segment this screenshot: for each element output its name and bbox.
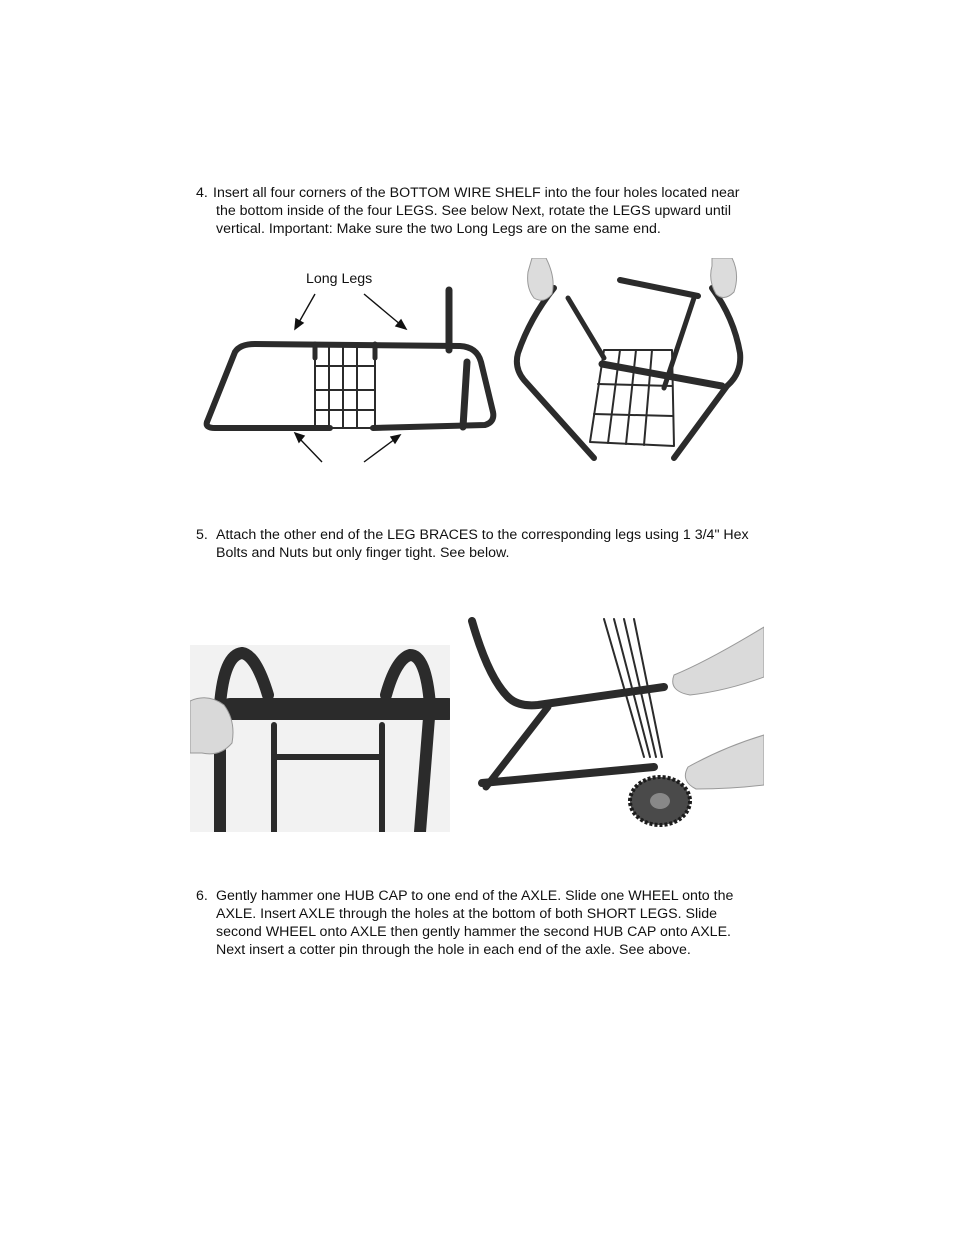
wheel-brace-attachment-photo <box>468 617 764 835</box>
step-number: 4. <box>196 185 208 201</box>
step-text: Gently hammer one HUB CAP to one end of the AXLE. Slide one WHEEL onto the AXLE. Insert AXLE through the holes at the bottom of both SHORT LEGS. Slide second WHEEL onto AXLE then gently hammer the second HUB CAP onto AXLE. Next insert a cotter pin through the hole in each end of the axle. See above. <box>216 888 734 958</box>
step-5-instruction <box>196 526 756 562</box>
leg-brace-closeup-photo <box>190 645 450 832</box>
flat-frame-diagram <box>195 262 505 472</box>
step-6-instruction <box>196 887 756 959</box>
step-text: Attach the other end of the LEG BRACES to the corresponding legs using 1 3/4" Hex Bolts and Nuts but only finger tight. See below. <box>216 527 749 561</box>
upright-legs-diagram <box>512 258 747 468</box>
wheel-icon <box>630 777 690 825</box>
step-number: 5. <box>196 527 208 543</box>
long-legs-label: Long Legs <box>306 271 373 287</box>
step-4-instruction <box>196 184 756 238</box>
step-text: Insert all four corners of the BOTTOM WIRE SHELF into the four holes located near the bottom inside of the four LEGS. See below Next, rotate the LEGS upward until vertical. Important: Make sure the two Long Legs are on the same end. <box>213 185 740 237</box>
step-number: 6. <box>196 888 208 904</box>
